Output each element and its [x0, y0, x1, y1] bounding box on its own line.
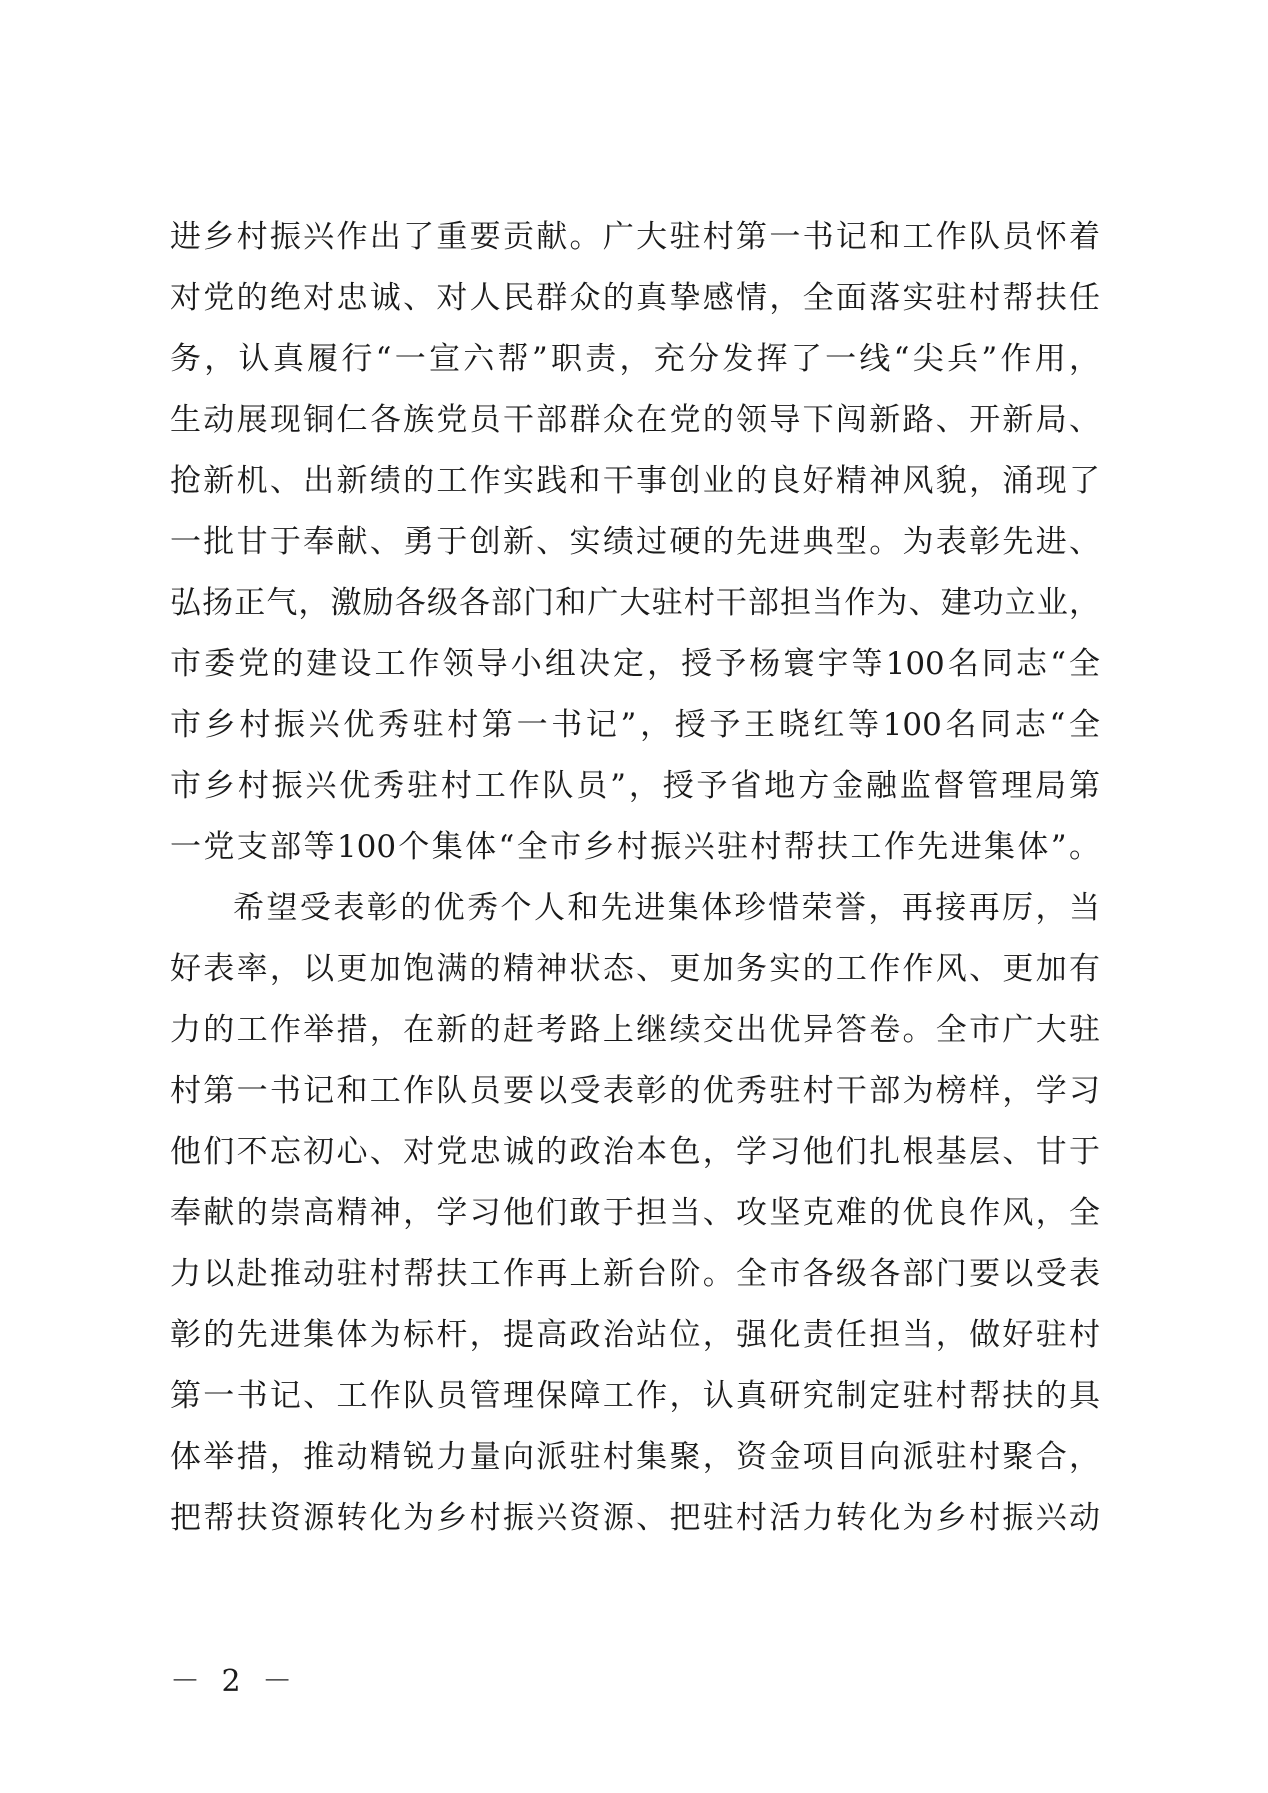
paragraph-1-line-7: 弘扬正气，激励各级各部门和广大驻村干部担当作为、建功立业， [170, 585, 1100, 621]
paragraph-2-line-1: 希望受表彰的优秀个人和先进集体珍惜荣誉，再接再厉，当 [233, 890, 1100, 926]
paragraph-1-line-4: 生动展现铜仁各族党员干部群众在党的领导下闯新路、开新局、 [170, 402, 1100, 438]
page-number: － 2 － [170, 1664, 299, 1699]
paragraph-2-line-8: 彰的先进集体为标杆，提高政治站位，强化责任担当，做好驻村 [170, 1317, 1100, 1353]
paragraph-2-line-2: 好表率，以更加饱满的精神状态、更加务实的工作作风、更加有 [170, 951, 1100, 987]
paragraph-2-line-7: 力以赴推动驻村帮扶工作再上新台阶。全市各级各部门要以受表 [170, 1256, 1100, 1292]
paragraph-1-line-10: 市乡村振兴优秀驻村工作队员”，授予省地方金融监督管理局第 [170, 768, 1100, 804]
paragraph-2-line-6: 奉献的崇高精神，学习他们敢于担当、攻坚克难的优良作风，全 [170, 1195, 1100, 1231]
paragraph-1-line-5: 抢新机、出新绩的工作实践和干事创业的良好精神风貌，涌现了 [170, 463, 1100, 499]
paragraph-2-line-5: 他们不忘初心、对党忠诚的政治本色，学习他们扎根基层、甘于 [170, 1134, 1100, 1170]
paragraph-2-line-3: 力的工作举措，在新的赶考路上继续交出优异答卷。全市广大驻 [170, 1012, 1100, 1048]
paragraph-1-line-3: 务，认真履行“一宣六帮”职责，充分发挥了一线“尖兵”作用， [170, 341, 1100, 377]
paragraph-1-line-2: 对党的绝对忠诚、对人民群众的真挚感情，全面落实驻村帮扶任 [170, 280, 1100, 316]
paragraph-1-line-1: 进乡村振兴作出了重要贡献。广大驻村第一书记和工作队员怀着 [170, 219, 1100, 255]
paragraph-1-line-9: 市乡村振兴优秀驻村第一书记”，授予王晓红等100名同志“全 [170, 707, 1100, 743]
paragraph-2-line-10: 体举措，推动精锐力量向派驻村集聚，资金项目向派驻村聚合， [170, 1439, 1100, 1475]
paragraph-1-line-6: 一批甘于奉献、勇于创新、实绩过硬的先进典型。为表彰先进、 [170, 524, 1100, 560]
paragraph-2-line-9: 第一书记、工作队员管理保障工作，认真研究制定驻村帮扶的具 [170, 1378, 1100, 1414]
paragraph-2-line-11: 把帮扶资源转化为乡村振兴资源、把驻村活力转化为乡村振兴动 [170, 1500, 1100, 1536]
paragraph-2-line-4: 村第一书记和工作队员要以受表彰的优秀驻村干部为榜样，学习 [170, 1073, 1100, 1109]
paragraph-1-line-8: 市委党的建设工作领导小组决定，授予杨寰宇等100名同志“全 [170, 646, 1100, 682]
paragraph-1-line-11: 一党支部等100个集体“全市乡村振兴驻村帮扶工作先进集体”。 [170, 829, 1100, 865]
